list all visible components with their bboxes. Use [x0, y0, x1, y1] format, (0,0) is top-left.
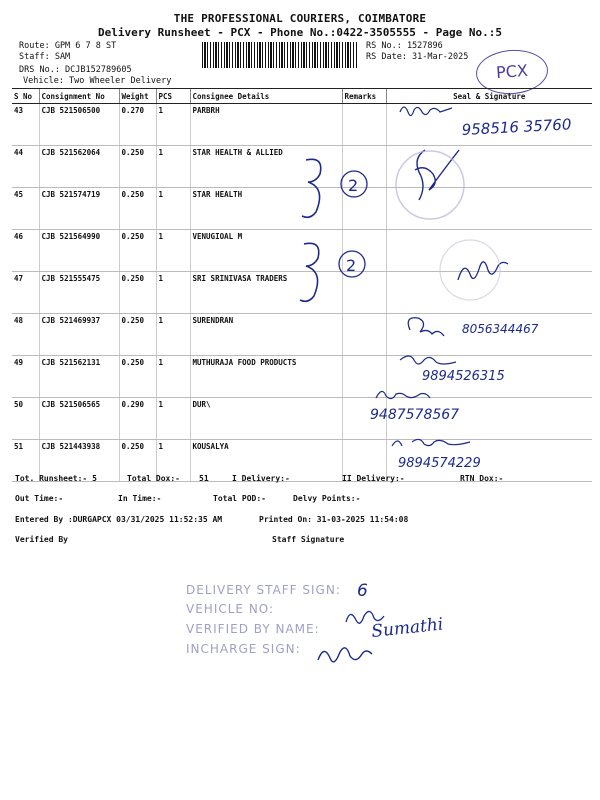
cell-consignee: SRI SRINIVASA TRADERS [190, 272, 342, 314]
cell-weight: 0.250 [119, 440, 156, 482]
cell-remarks [342, 314, 386, 356]
cell-signature [386, 188, 592, 230]
pcx-stamp: PCX [475, 48, 550, 97]
cell-consignee: MUTHURAJA FOOD PRODUCTS [190, 356, 342, 398]
tot-runsheet: Tot. Runsheet:- 5 [15, 474, 97, 483]
printed-on: Printed On: 31-03-2025 11:54:08 [259, 515, 409, 524]
cell-weight: 0.250 [119, 314, 156, 356]
rs-date: RS Date: 31-Mar-2025 [366, 52, 469, 62]
cell-consignment: CJB 521555475 [39, 272, 119, 314]
col-pcs: PCS [156, 89, 190, 104]
col-seal-signature: Seal & Signature [386, 89, 592, 104]
staff-signature: Staff Signature [272, 535, 345, 544]
ii-delivery: II Delivery:- [342, 474, 405, 483]
cell-weight: 0.250 [119, 188, 156, 230]
cell-weight: 0.250 [119, 230, 156, 272]
cell-consignee: DUR\ [190, 398, 342, 440]
handwritten-phone: 8056344467 [462, 322, 539, 336]
cell-remarks [342, 356, 386, 398]
cell-consignment: CJB 521506500 [39, 104, 119, 146]
cell-consignment: CJB 521574719 [39, 188, 119, 230]
drs-number: DRS No.: DCJB152789605 [19, 65, 132, 75]
cell-remarks [342, 146, 386, 188]
rs-number: RS No.: 1527896 [366, 41, 443, 51]
cell-consignee: SURENDRAN [190, 314, 342, 356]
cell-consignment: CJB 521506565 [39, 398, 119, 440]
cell-consignee: KOUSALYA [190, 440, 342, 482]
cell-remarks [342, 104, 386, 146]
cell-remarks [342, 230, 386, 272]
cell-weight: 0.270 [119, 104, 156, 146]
stamp-incharge-sign: INCHARGE SIGN: [186, 642, 301, 656]
handwritten-phone: 9894526315 [422, 369, 505, 384]
vehicle: Vehicle: Two Wheeler Delivery [23, 76, 172, 86]
cell-consignee: PARBRH [190, 104, 342, 146]
mark-count: 2 [348, 176, 359, 195]
cell-pcs: 1 [156, 440, 190, 482]
col-weight: Weight [119, 89, 156, 104]
handwritten-phone: 9894574229 [398, 456, 481, 471]
cell-weight: 0.250 [119, 272, 156, 314]
cell-consignment: CJB 521443938 [39, 440, 119, 482]
cell-consignment: CJB 521564990 [39, 230, 119, 272]
table-row [12, 230, 592, 272]
cell-pcs: 1 [156, 398, 190, 440]
cell-sno: 49 [12, 356, 39, 398]
table-header-row [12, 89, 592, 104]
cell-signature [386, 272, 592, 314]
i-delivery: I Delivery:- [232, 474, 290, 483]
delvy-points: Delvy Points:- [293, 494, 361, 503]
total-pod: Total POD:- [213, 494, 266, 503]
table-row [12, 272, 592, 314]
cell-pcs: 1 [156, 104, 190, 146]
cell-sno: 50 [12, 398, 39, 440]
cell-signature [386, 230, 592, 272]
cell-remarks [342, 188, 386, 230]
barcode [202, 42, 357, 68]
cell-signature [386, 314, 592, 356]
handwritten-phone: 958516 35760 [461, 115, 572, 139]
cell-pcs: 1 [156, 230, 190, 272]
table-row [12, 398, 592, 440]
verified-by: Verified By [15, 535, 68, 544]
stamp-verified-by-name: VERIFIED BY NAME: [186, 622, 320, 636]
cell-pcs: 1 [156, 314, 190, 356]
cell-weight: 0.250 [119, 146, 156, 188]
cell-weight: 0.290 [119, 398, 156, 440]
signature-scribble [318, 648, 372, 662]
stamp-delivery-staff-sign: DELIVERY STAFF SIGN: [186, 583, 341, 597]
cell-pcs: 1 [156, 272, 190, 314]
cell-consignment: CJB 521562131 [39, 356, 119, 398]
handwritten-phone: 9487578567 [370, 407, 460, 423]
staff: Staff: SAM [19, 52, 71, 62]
table-row [12, 356, 592, 398]
out-time: Out Time:- [15, 494, 64, 503]
total-dox-label: Total Dox:- [127, 474, 180, 483]
cell-consignment: CJB 521469937 [39, 314, 119, 356]
table-row [12, 146, 592, 188]
cell-sno: 51 [12, 440, 39, 482]
cell-remarks [342, 272, 386, 314]
handwritten-count: 6 [357, 581, 368, 601]
col-sno: S No [12, 89, 39, 104]
table-row [12, 188, 592, 230]
total-dox-value: 51 [199, 474, 209, 483]
cell-consignee: STAR HEALTH [190, 188, 342, 230]
cell-sno: 47 [12, 272, 39, 314]
cell-pcs: 1 [156, 356, 190, 398]
cell-signature [386, 398, 592, 440]
signature-scribble [346, 611, 384, 623]
col-remarks: Remarks [342, 89, 386, 104]
in-time: In Time:- [118, 494, 162, 503]
runsheet-table [12, 88, 592, 482]
col-consignee: Consignee Details [190, 89, 342, 104]
cell-consignee: STAR HEALTH & ALLIED [190, 146, 342, 188]
stamp-vehicle-no: VEHICLE NO: [186, 602, 275, 616]
cell-sno: 44 [12, 146, 39, 188]
cell-sno: 46 [12, 230, 39, 272]
handwritten-name: Sumathi [370, 614, 445, 642]
cell-signature [386, 356, 592, 398]
mark-count: 2 [346, 256, 357, 275]
cell-consignee: VENUGIOAL M [190, 230, 342, 272]
cell-sno: 45 [12, 188, 39, 230]
cell-pcs: 1 [156, 188, 190, 230]
table-row [12, 104, 592, 146]
entered-by: Entered By :DURGAPCX 03/31/2025 11:52:35 AM [15, 515, 223, 524]
route: Route: GPM 6 7 8 ST [19, 41, 117, 51]
cell-consignment: CJB 521562064 [39, 146, 119, 188]
table-row [12, 314, 592, 356]
company-title: THE PROFESSIONAL COURIERS, COIMBATORE [173, 12, 427, 25]
table-row [12, 440, 592, 482]
cell-signature [386, 146, 592, 188]
cell-weight: 0.250 [119, 356, 156, 398]
cell-sno: 48 [12, 314, 39, 356]
cell-signature [386, 104, 592, 146]
col-consignment: Consignment No [39, 89, 119, 104]
cell-remarks [342, 398, 386, 440]
cell-pcs: 1 [156, 146, 190, 188]
rtn-dox: RTN Dox:- [460, 474, 504, 483]
runsheet-title: Delivery Runsheet - PCX - Phone No.:0422-3505555 - Page No.:5 [98, 26, 502, 39]
cell-sno: 43 [12, 104, 39, 146]
